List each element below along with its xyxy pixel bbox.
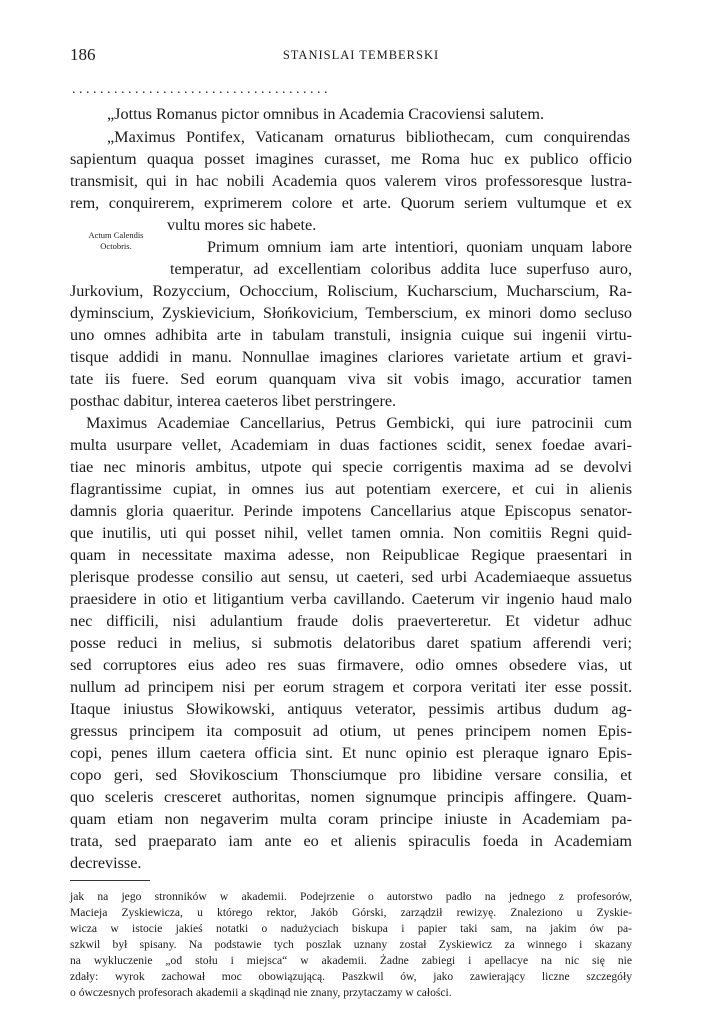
running-head: STANISLAI TEMBERSKI — [282, 48, 440, 62]
text-line: sed corruptores eius adeo res suas firmavere, odio omnes obsedere vias, ut — [70, 656, 632, 674]
text-line: nullum ad principem nisi per eorum stragem et corpora veritati iter esse possit. — [70, 678, 632, 696]
footnote-line: o ówczesnych profesorach akademii a skądinąd nie znany, przytaczamy w całości. — [70, 986, 452, 999]
text-line: plerisque prodesse consilio aut sensu, ut caeteri, sed urbi Academiaeque assuetus — [70, 568, 632, 586]
footnote-line: szkwil był spisany. Na podstawie tych poszlak uznany został Zyskiewicz za winnego i skazany — [70, 938, 632, 951]
page-number: 186 — [70, 45, 96, 64]
text-line: „Jottus Romanus pictor omnibus in Academia Cracoviensi salutem. — [107, 105, 544, 123]
text-line: uno omnes adhibita arte in tabulam transtuli, insignia cuique sui ingenii virtu- — [70, 326, 632, 344]
footnote-rule — [70, 880, 150, 881]
text-line: quam in necessitate maxima adesse, non Reipublicae Regique praesentari in — [70, 546, 632, 564]
text-line: tiae nec minoris ambitus, utpote qui specie corrigentis maxima ad se devolvi — [70, 458, 632, 476]
text-line: copi, penes illum caetera officia sint. Et nunc opinio est pleraque ignaro Epis- — [70, 744, 632, 762]
text-line: flagrantissime cupiat, in omnes ius aut potentiam exercere, et cui in alienis — [70, 480, 632, 498]
footnote-line: Macieja Zyskiewicza, u którego rektor, Jakób Górski, zarządził rewizyę. Znaleziono u Zyskie- — [70, 906, 632, 919]
footnote-line: na wykluczenie „od stołu i miejsca“ w akademii. Żadne zabiegi i apellacye na nic się nie — [70, 954, 632, 967]
text-line: decrevisse. — [70, 854, 142, 872]
text-line: „Maximus Pontifex, Vaticanam ornaturus bibliothecam, cum conquirendas — [107, 128, 630, 146]
text-line: tisque addidi in manu. Nonnullae imagines clariores varietate artium et gravi- — [70, 348, 632, 366]
text-line: quam etiam non negaverim multa coram principe iniuste in Academiam pa- — [70, 810, 632, 828]
text-line: copo geri, sed Słovikoscium Thonsciumque pro libidine versare consilia, et — [70, 766, 632, 784]
text-line: temperatur, ad excellentiam coloribus addita luce superfuso auro, — [170, 260, 632, 278]
text-line: que inutilis, uti qui posset nihil, vellet tamen omnia. Non comitiis Regni quid- — [70, 524, 632, 542]
text-line: posse reduci in melius, si submotis delatoribus daret spatium afferendi veri; — [70, 634, 632, 652]
text-line: transmisit, qui in hac nobili Academia quos valerem viros professoresque lustra- — [70, 172, 632, 190]
margin-note — [70, 230, 162, 252]
text-line: Maximus Academiae Cancellarius, Petrus Gembicki, qui iure patrocinii cum — [86, 414, 632, 432]
text-line: damnis gloria quaeritur. Perinde impotens Cancellarius atque Episcopus senator- — [70, 502, 632, 520]
text-line: Primum omnium iam arte intentiori, quoniam unquam labore — [207, 238, 632, 256]
text-line: nec difficili, nisi adulantium fraude dolis praeverteretur. Et videtur adhuc — [70, 612, 632, 630]
page-header — [70, 45, 652, 69]
text-line: posthac dabitur, interea caeteros libet perstringere. — [70, 392, 397, 410]
footnote-line: zdały: wyrok zachował moc obowiązującą. Paszkwil ów, jako zawierający liczne szczegóły — [70, 970, 632, 983]
text-line: Itaque iniustus Słowikowski, antiquus veterator, pessimis artibus dudum ag- — [70, 700, 632, 718]
text-line: gressus principem ita composuit ad otium, ut penes principem nomen Epis- — [70, 722, 632, 740]
text-line: Jurkovium, Rozyccium, Ochoccium, Roliscium, Kucharscium, Mucharscium, Ra- — [70, 282, 632, 300]
text-line: praesidere in otio et litigantium verba cavillando. Caeterum vir ingenio haud malo — [70, 590, 632, 608]
footnote-line: wicza w istocie jakieś notatki o nadużyciach biskupa i papier taki sam, na jakim ów pa- — [70, 922, 632, 935]
margin-note-line: Octobris. — [100, 241, 132, 251]
footnote-line: jak na jego stronników w akademii. Podejrzenie o autorstwo padło na jednego z profesorów, — [70, 890, 632, 903]
text-line: quo sceleris cresceret authoritas, nomen signumque principis affingere. Quam- — [70, 788, 632, 806]
text-line: dyminscium, Zyskievicium, Słońkovicium, Temberscium, ex minori domo secluso — [70, 304, 632, 322]
text-line: trata, sed praeparato iam ante eo et alienis spiraculis foeda in Academiam — [70, 832, 632, 850]
margin-note-line: Actum Calendis — [88, 230, 144, 240]
text-line: sapientum quaqua posset imagines curasset, me Roma huc ex publico officio — [70, 150, 632, 168]
text-line: tate iis fuere. Sed eorum quanquam viva sit vobis imago, accuratior tamen — [70, 370, 632, 388]
text-line: rem, conquirerem, exprimerem colore et arte. Quorum seriem vultumque et ex — [70, 194, 632, 212]
text-line: vultu mores sic habete. — [167, 216, 317, 234]
omission-marks: . . . . . . . . . . . . . . . . . . . . . . . . . . . . . . . . . . . . . — [72, 82, 328, 97]
text-line: multa usurpare vellet, Academiam in duas factiones scidit, senex foedae avari- — [70, 436, 632, 454]
